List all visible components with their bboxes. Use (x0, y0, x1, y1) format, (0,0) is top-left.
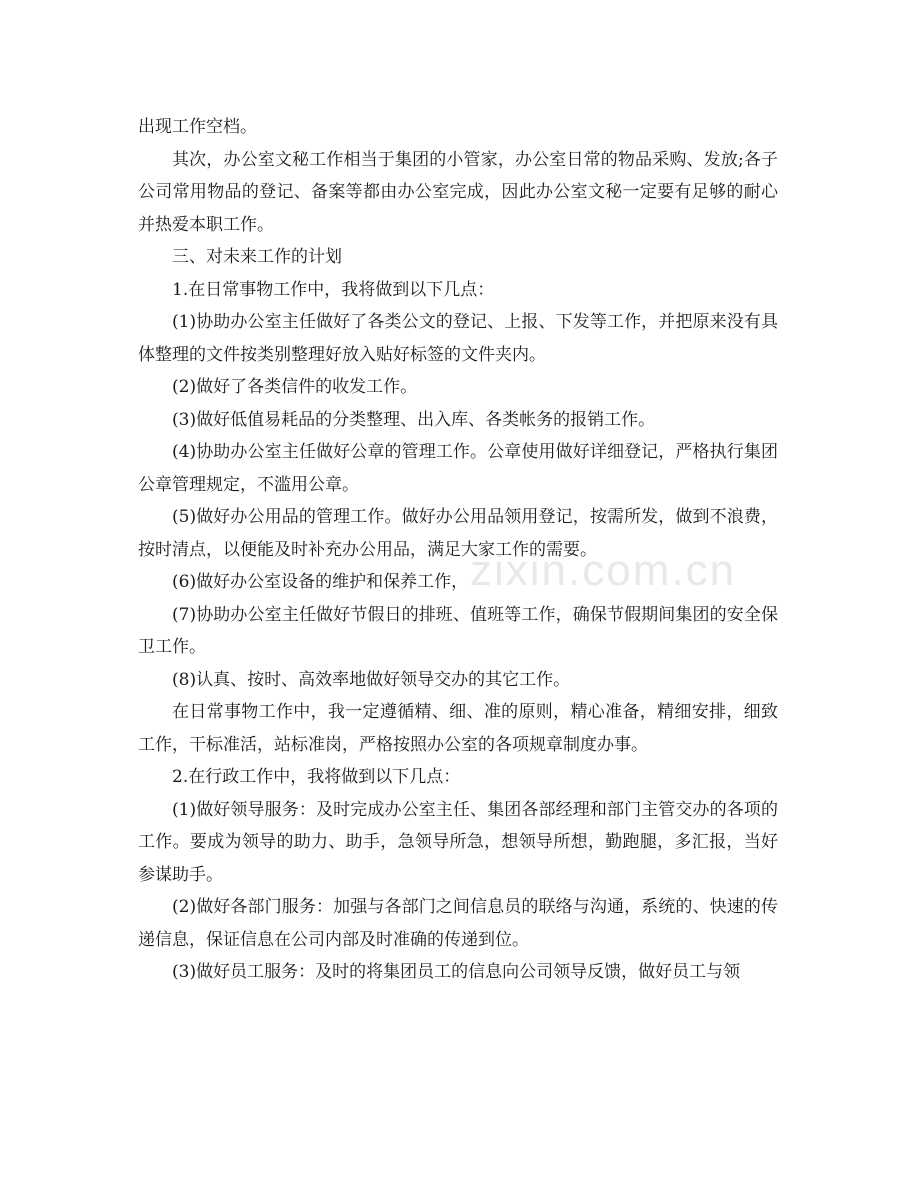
document-body (138, 111, 778, 989)
section-heading-future-plan: 三、对未来工作的计划 (172, 247, 342, 267)
list-item-4: (4)协助办公室主任做好公章的管理工作。公章使用做好详细登记，严格执行集团公章管理规定，不滥用公章。 (138, 442, 778, 495)
summary-paragraph: 在日常事物工作中，我一定遵循精、细、准的原则，精心准备，精细安排，细致工作，干标准活，站标准岗，严格按照办公室的各项规章制度办事。 (138, 702, 778, 755)
list-item-1: (1)协助办公室主任做好了各类公文的登记、上报、下发等工作，并把原来没有具体整理的文件按类别整理好放入贴好标签的文件夹内。 (138, 312, 778, 365)
list-item-6: (6)做好办公室设备的维护和保养工作， (172, 572, 469, 592)
list-item-8: (8)认真、按时、高效率地做好领导交办的其它工作。 (172, 669, 571, 690)
admin-item-2: (2)做好各部门服务：加强与各部门之间信息员的联络与沟通，系统的、快速的传递信息，保证信息在公司内部及时准确的传递到位。 (138, 897, 778, 950)
list-item-2: (2)做好了各类信件的收发工作。 (172, 377, 418, 397)
list-item-3: (3)做好低值易耗品的分类整理、出入库、各类帐务的报销工作。 (172, 409, 656, 430)
list-item-5: (5)做好办公用品的管理工作。做好办公用品领用登记，按需所发，做到不浪费，按时清点，以便能及时补充办公用品，满足大家工作的需要。 (138, 507, 778, 560)
paragraph-1: 出现工作空档。 (138, 117, 257, 137)
watermark: zixin.com.cn (470, 546, 737, 595)
list-item-7: (7)协助办公室主任做好节假日的排班、值班等工作，确保节假期间集团的安全保卫工作。 (138, 604, 778, 657)
subheading-daily-affairs: 1.在日常事物工作中，我将做到以下几点： (172, 279, 495, 300)
paragraph-2: 其次，办公室文秘工作相当于集团的小管家，办公室日常的物品采购、发放;各子公司常用物品的登记、备案等都由办公室完成，因此办公室文秘一定要有足够的耐心并热爱本职工作。 (138, 149, 778, 235)
subheading-administrative-work: 2.在行政工作中，我将做到以下几点： (172, 767, 461, 787)
admin-item-3: (3)做好员工服务：及时的将集团员工的信息向公司领导反馈，做好员工与领 (172, 962, 741, 982)
admin-item-1: (1)做好领导服务：及时完成办公室主任、集团各部经理和部门主管交办的各项的工作。要成为领导的助力、助手，急领导所急，想领导所想，勤跑腿，多汇报，当好参谋助手。 (138, 799, 778, 885)
